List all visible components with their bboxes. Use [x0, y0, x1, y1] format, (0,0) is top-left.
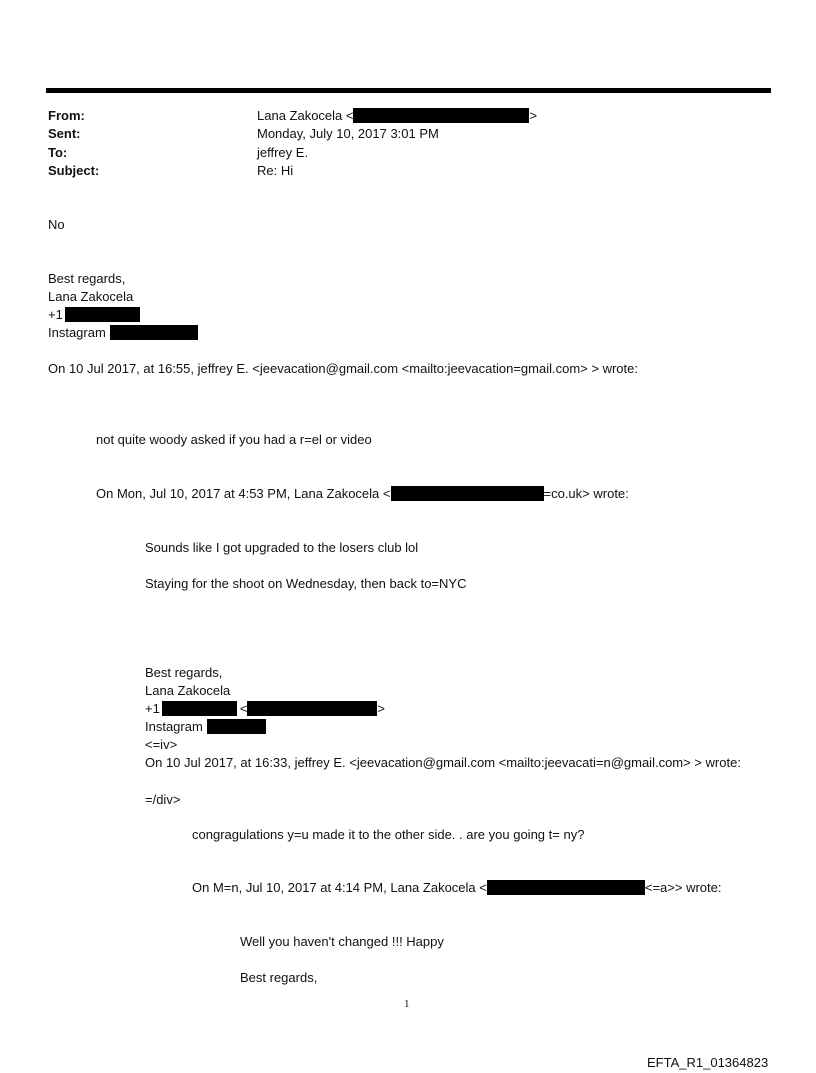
redaction-block — [247, 701, 377, 716]
sig2-div-tag: <=iv> — [145, 737, 178, 752]
quote2-header-prefix: On Mon, Jul 10, 2017 at 4:53 PM, Lana Zakocela < — [96, 486, 391, 501]
quote2-header — [96, 486, 629, 502]
sent-value: Monday, July 10, 2017 3:01 PM — [257, 126, 439, 141]
document-id: EFTA_R1_01364823 — [647, 1055, 769, 1070]
redaction-block — [391, 486, 544, 501]
quote4-header-prefix: On M=n, Jul 10, 2017 at 4:14 PM, Lana Zakocela < — [192, 880, 487, 895]
sig2-phone-lt: < — [239, 701, 248, 716]
redaction-block — [65, 307, 140, 322]
quote2-header-suffix: =co.uk> wrote: — [543, 486, 629, 501]
sig1-instagram-label: Instagram — [48, 325, 106, 340]
redaction-block — [487, 880, 645, 895]
from-value — [257, 108, 537, 124]
quote1-header: On 10 Jul 2017, at 16:55, jeffrey E. <jeevacation@gmail.com <mailto:jeevacation=gmail.com> > wrote: — [48, 361, 638, 376]
sig1-phone-prefix: +1 — [48, 307, 63, 322]
subject-label: Subject: — [48, 163, 100, 178]
from-close: > — [529, 108, 538, 123]
quote2-line2: Staying for the shoot on Wednesday, then back to=NYC — [145, 576, 467, 591]
redaction-block — [110, 325, 198, 340]
redaction-block — [162, 701, 237, 716]
quote4-line1: Well you haven't changed !!! Happy — [240, 934, 444, 949]
from-label: From: — [48, 108, 85, 123]
redaction-block — [207, 719, 266, 734]
reply-text: No — [48, 217, 65, 232]
to-value: jeffrey E. — [257, 145, 309, 160]
to-label: To: — [48, 145, 68, 160]
sig2-phone-prefix: +1 — [145, 701, 160, 716]
sig2-name: Lana Zakocela — [145, 683, 231, 698]
quote4-line2: Best regards, — [240, 970, 318, 985]
sig2-instagram — [145, 719, 266, 735]
sig1-phone — [48, 307, 140, 323]
subject-value: Re: Hi — [257, 163, 294, 178]
sig2-phone — [145, 701, 385, 717]
div-close-tag: =/div> — [145, 792, 181, 807]
sig1-name: Lana Zakocela — [48, 289, 134, 304]
sent-label: Sent: — [48, 126, 81, 141]
sig2-instagram-label: Instagram — [145, 719, 203, 734]
sig1-instagram — [48, 325, 198, 341]
quote3-text: congragulations y=u made it to the other side. . are you going t= ny? — [192, 827, 585, 842]
quote3-header: On 10 Jul 2017, at 16:33, jeffrey E. <jeevacation@gmail.com <mailto:jeevacati=n@gmail.com> > wrote: — [145, 755, 741, 770]
quote4-header — [192, 880, 721, 896]
redaction-block — [353, 108, 529, 123]
quote4-header-suffix: <=a>> wrote: — [644, 880, 722, 895]
header-rule — [46, 88, 771, 93]
sig2-phone-gt: > — [377, 701, 386, 716]
sig2-regards: Best regards, — [145, 665, 223, 680]
quote2-line1: Sounds like I got upgraded to the losers club lol — [145, 540, 419, 555]
page-number: 1 — [404, 998, 410, 1010]
sig1-regards: Best regards, — [48, 271, 126, 286]
from-name: Lana Zakocela < — [257, 108, 354, 123]
quote1-text: not quite woody asked if you had a r=el or video — [96, 432, 372, 447]
